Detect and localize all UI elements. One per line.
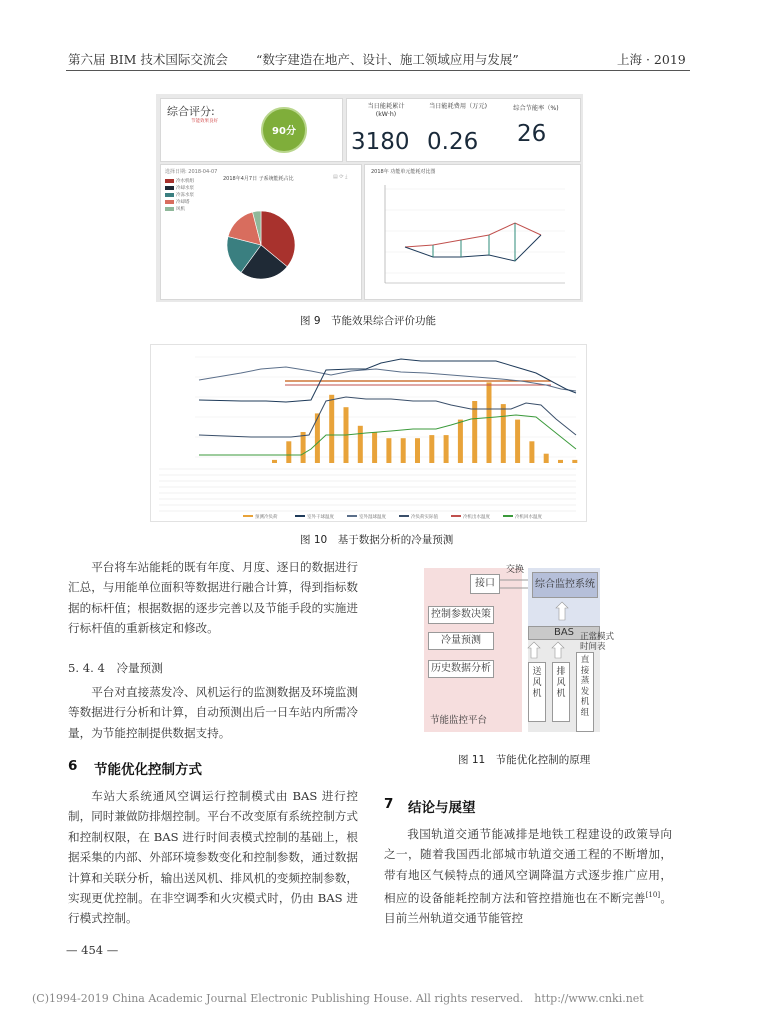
- page-number: — 454 —: [66, 943, 119, 957]
- paragraph-section-6: 车站大系统通风空调运行控制模式由 BAS 进行控制，同时兼做防排烟控制。平台不改变原有系统控制方式和控制权限，在 BAS 进行时间表模式控制的基础上，根据采集的内部、外部环境参数变化和控制参数，通过数据计算和关联分析，输出送风机、排风机的变频控制参数，实现更优控制。在非空调季和火灾模式时，仍由 BAS 进行模式控制。: [68, 789, 358, 926]
- legend-label: 冷机出水温度: [463, 515, 490, 520]
- forecast-bar: [301, 432, 306, 463]
- forecast-bar: [544, 454, 549, 463]
- forecast-bar: [329, 395, 334, 463]
- kpi-energy-label: 当日能耗累计 (kW·h): [367, 103, 405, 118]
- monitor-system-box: 综合监控系统: [532, 572, 598, 598]
- monitor-to-bas-arrow: [556, 602, 568, 620]
- pie-legend-item: 风机: [165, 205, 194, 212]
- kpi-energy-value: 3180: [351, 129, 410, 155]
- direct-evap-unit-box: 直 接 蒸 发 机 组: [576, 652, 594, 732]
- forecast-bar: [286, 441, 291, 463]
- score-value: 90分: [272, 126, 296, 137]
- figure-11-caption: 图 11 节能优化控制的原理: [458, 754, 591, 766]
- legend-swatch: [399, 515, 409, 517]
- score-hint: 节能效果良好: [191, 119, 218, 124]
- figure-11: [424, 560, 615, 736]
- line-chart: [365, 165, 580, 299]
- legend-label: 室外干球温度: [307, 515, 334, 520]
- kpi-saving-label: 综合节能率（%): [513, 105, 559, 112]
- bas-box: BAS: [528, 626, 600, 640]
- legend-label: 冷机回水温度: [515, 515, 542, 520]
- forecast-bar: [515, 420, 520, 463]
- pie-legend-item: 冷冻水泵: [165, 191, 194, 198]
- bas-to-fan1-arrow: [528, 642, 540, 658]
- line-supply-air: [199, 367, 576, 391]
- paragraph-section-7: 我国轨道交通节能减排是地铁工程建设的政策导向之一，随着我国西北部城市轨道交通工程的不断增加，带有地区气候特点的通风空调降温方式逐步推广应用，相应的设备能耗控制方法和管控措施也在不断完善[10]。目前兰州轨道交通节能管控: [384, 827, 672, 926]
- header-theme: “数字建造在地产、设计、施工领域应用与发展”: [256, 52, 519, 67]
- paragraph-benchmark: 平台将车站能耗的既有年度、月度、逐日的数据进行汇总，与用能单位面积等数据进行融合计算，得到指标数据的标杆值；根据数据的逐步完善以及节能手段的实施进行标杆值的重新核定和修改。: [68, 560, 358, 636]
- legend-swatch: [295, 515, 305, 517]
- line-series-lower: [405, 235, 541, 261]
- pie-chart: [161, 165, 361, 299]
- forecast-bar: [372, 432, 377, 463]
- legend-swatch: [243, 515, 253, 517]
- platform-label: 节能监控平台: [430, 715, 488, 726]
- section-6-title: 节能优化控制方式: [94, 762, 202, 778]
- section-7-number: 7: [384, 796, 394, 812]
- interface-box: 接口: [470, 574, 500, 594]
- forecast-bar: [386, 438, 391, 463]
- exchange-label: 交换: [506, 565, 525, 575]
- pie-date-selector[interactable]: 选择日期: 2018-04-07: [165, 169, 218, 175]
- forecast-bar: [501, 404, 506, 463]
- cold-forecast-chart: [151, 345, 586, 521]
- line-chart-panel: [364, 164, 581, 300]
- pie-legend-item: 冷却水泵: [165, 184, 194, 191]
- line-series-upper: [405, 223, 541, 247]
- line-chart-title: 2018年 功能单元能耗对比图: [371, 169, 436, 175]
- score-label: 综合评分:: [167, 105, 215, 118]
- pie-title: 2018年4月7日 子系统能耗占比: [223, 176, 294, 182]
- supply-fan-box: 送 风 机: [528, 662, 546, 722]
- cold-forecast-box: 冷量预测: [428, 632, 494, 650]
- figure-9: [156, 94, 583, 302]
- forecast-bar: [529, 441, 534, 463]
- pie-legend-item: 冷水机组: [165, 177, 194, 184]
- forecast-bar: [458, 420, 463, 463]
- forecast-bar: [472, 401, 477, 463]
- paragraph-cold-forecast: 平台对直接蒸发冷、风机运行的监测数据及环境监测等数据进行分析和计算，自动预测出后一日车站内所需冷量，为节能控制提供数据支持。: [68, 685, 358, 740]
- forecast-bar: [572, 460, 577, 463]
- copyright-footer: (C)1994-2019 China Academic Journal Electronic Publishing House. All rights reserved. http://www.cnki.net: [32, 992, 644, 1005]
- section-6-number: 6: [68, 758, 78, 774]
- forecast-bar: [358, 426, 363, 463]
- figure-9-caption: 图 9 节能效果综合评价功能: [300, 315, 437, 327]
- legend-label: 室外湿球温度: [359, 515, 386, 520]
- header-rule: [66, 70, 690, 71]
- score-panel: [160, 98, 343, 162]
- forecast-bar: [558, 460, 563, 463]
- forecast-bar: [401, 438, 406, 463]
- kpi-panel: [346, 98, 581, 162]
- legend-label: 冷负荷实际值: [411, 515, 438, 520]
- control-params-box: 控制参数决策: [428, 606, 494, 624]
- figure-10-caption: 图 10 基于数据分析的冷量预测: [300, 534, 454, 546]
- kpi-saving-value: 26: [517, 121, 547, 147]
- header-location-year: 上海 · 2019: [617, 52, 686, 67]
- forecast-bar: [487, 382, 492, 463]
- figure-10: [150, 344, 587, 522]
- section-7-title: 结论与展望: [408, 800, 476, 816]
- exhaust-fan-box: 排 风 机: [552, 662, 570, 722]
- legend-swatch: [451, 515, 461, 517]
- pie-legend-item: 冷却塔: [165, 198, 194, 205]
- legend-swatch: [347, 515, 357, 517]
- subsection-5-4-4-heading: 5. 4. 4 冷量预测: [68, 661, 163, 675]
- forecast-bar: [444, 435, 449, 463]
- schedule-label: 正常模式 时间表: [580, 632, 615, 652]
- forecast-bar: [429, 435, 434, 463]
- history-analysis-box: 历史数据分析: [428, 660, 494, 678]
- pie-panel: [160, 164, 362, 300]
- citation-ref: [10]: [645, 891, 661, 900]
- kpi-cost-value: 0.26: [427, 129, 479, 155]
- bas-to-fan2-arrow: [552, 642, 564, 658]
- forecast-bar: [415, 438, 420, 463]
- kpi-cost-label: 当日能耗费用（万元): [428, 103, 488, 110]
- forecast-bar: [272, 460, 277, 463]
- pie-toolbar-icons[interactable]: ▤ ⟳ ⤓: [333, 174, 348, 180]
- legend-label: 预测冷负荷: [255, 515, 278, 520]
- header-conference: 第六届 BIM 技术国际交流会: [68, 52, 228, 67]
- legend-swatch: [503, 515, 513, 517]
